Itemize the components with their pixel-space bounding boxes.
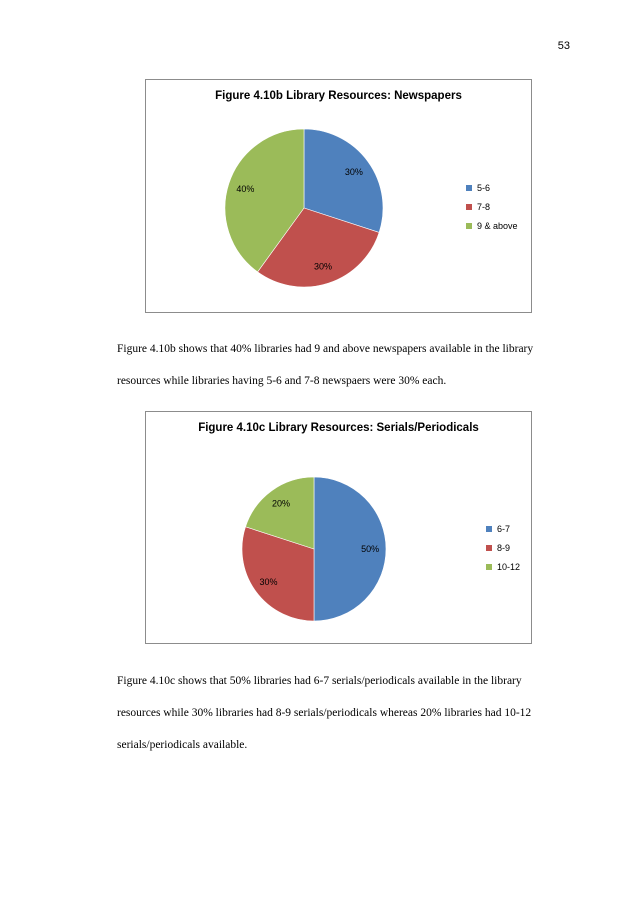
legend-label: 7-8 <box>477 201 491 212</box>
serials-pie-chart <box>145 411 532 644</box>
legend-swatch <box>486 526 492 532</box>
data-label: 30% <box>259 577 278 588</box>
legend-swatch <box>466 204 472 210</box>
chart-legend <box>486 519 520 576</box>
legend-label: 5-6 <box>477 182 491 193</box>
legend-item <box>486 538 520 557</box>
legend-label: 6-7 <box>497 523 511 534</box>
chart-title: Figure 4.10c Library Resources: Serials/Periodicals <box>198 422 479 434</box>
legend-label: 8-9 <box>497 542 511 553</box>
legend-swatch <box>466 223 472 229</box>
chart-title: Figure 4.10b Library Resources: Newspapers <box>215 90 462 102</box>
paragraph-newspapers: Figure 4.10b shows that 40% libraries had 9 and above newspapers available in the library resources while libraries having 5-6 and 7-8 newspaers were 30% each. <box>117 343 534 387</box>
chart-legend <box>466 178 518 235</box>
legend-item <box>466 216 518 235</box>
legend-item <box>466 197 518 216</box>
data-label: 20% <box>271 498 290 509</box>
legend-item <box>466 178 518 197</box>
newspapers-pie-chart <box>145 79 532 313</box>
data-label: 30% <box>314 261 333 272</box>
legend-item <box>486 557 520 576</box>
legend-item <box>486 519 520 538</box>
legend-swatch <box>466 185 472 191</box>
data-label: 40% <box>236 183 255 194</box>
paragraph-serials: Figure 4.10c shows that 50% libraries had 6-7 serials/periodicals available in the library resources while 30% libraries had 8-9 serials/periodicals whereas 20% libraries had 10-12 serials/periodicals available. <box>117 675 532 751</box>
legend-label: 9 & above <box>477 220 518 231</box>
pie-svg <box>146 412 531 643</box>
legend-swatch <box>486 545 492 551</box>
legend-swatch <box>486 564 492 570</box>
page-number: 53 <box>557 40 570 52</box>
data-label: 50% <box>361 544 380 554</box>
data-label: 30% <box>344 166 363 177</box>
legend-label: 10-12 <box>497 561 521 572</box>
